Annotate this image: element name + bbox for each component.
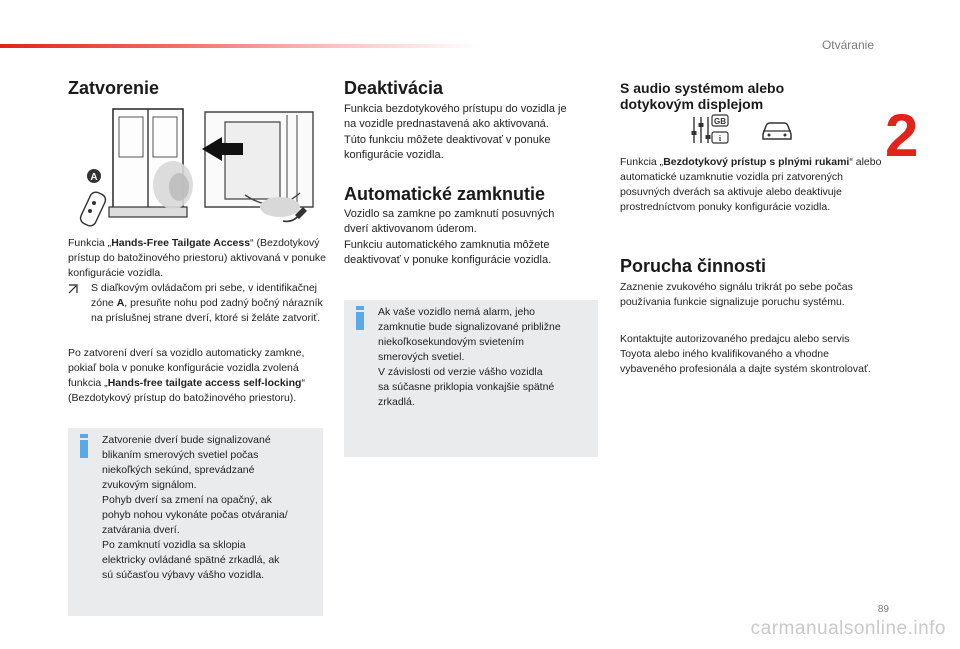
note-line: smerových svetiel. xyxy=(378,351,465,363)
note-line: pohyb nohou vykonáte počas otvárania/ xyxy=(102,509,288,521)
autolock-feature-name: Hands-free tailgate access self-locking xyxy=(107,377,302,389)
deactivation-paragraph xyxy=(344,102,604,164)
title-deaktivacia: Deaktivácia xyxy=(344,78,444,98)
feature-name: Hands-Free Tailgate Access xyxy=(111,237,251,249)
note-line: niekoľkosekundovým svietením xyxy=(378,336,525,348)
note-line: V závislosti od verzie vášho vozidla xyxy=(378,366,543,378)
info-note-alarm xyxy=(344,300,598,457)
gb-label: GB xyxy=(714,117,726,126)
paragraph-line: Túto funkciu môžete deaktivovať v ponuke xyxy=(344,133,551,146)
title-porucha-cinnosti: Porucha činnosti xyxy=(620,256,767,276)
header-accent-bar xyxy=(0,44,480,48)
note-line: niekoľkých sekúnd, sprevádzané xyxy=(102,464,255,476)
note-line: Pohyb dverí sa zmení na opačný, ak xyxy=(102,494,272,506)
chapter-number: 2 xyxy=(885,102,919,169)
paragraph-line: Vozidlo sa zamkne po zamknutí posuvných xyxy=(344,208,555,220)
paragraph-line: konfigurácie vozidla. xyxy=(344,149,444,162)
menu-config-icon xyxy=(690,113,730,147)
paragraph-line: na vozidle prednastavená ako aktivovaná. xyxy=(344,118,549,131)
note-line: zamknutie bude signalizované približne xyxy=(378,321,561,333)
audio-system-paragraph: Funkcia „Bezdotykový prístup s plnými rukami“ alebo automatické uzamknutie vozidla pri zatvorených posuvných dverách sa aktivuje alebo deaktivuje prostredníctvom ponuky konfigurácie vozidla. xyxy=(620,156,882,213)
info-note-text xyxy=(102,433,313,583)
note-line: sú súčasťou výbavy vášho vozidla. xyxy=(102,569,265,581)
title-automaticke-zamknutie: Automatické zamknutie xyxy=(344,184,546,204)
note-line: Zatvorenie dverí bude signalizované xyxy=(102,434,271,446)
info-note-text xyxy=(378,305,588,410)
info-note-closing xyxy=(68,428,323,616)
note-line: blikaním smerových svetiel počas xyxy=(102,449,259,461)
page-number: 89 xyxy=(877,604,889,615)
car-icon xyxy=(760,120,794,142)
autolock-description xyxy=(344,207,604,269)
step-text: S diaľkovým ovládačom pri sebe, v identifikačnej zóne A, presuňte nohu pod zadný bočný nárazník na príslušnej strane dverí, ktoré si želáte zatvoriť. xyxy=(91,282,323,324)
info-icon xyxy=(80,434,88,458)
paragraph-line: dverí aktivovanom úderom. xyxy=(344,223,477,236)
handsfree-feature-name: Bezdotykový prístup s plnými rukami xyxy=(663,156,850,168)
title-audio-system: S audio systémom alebo dotykovým displejom xyxy=(620,80,785,113)
note-line: sa súčasne priklopia vonkajšie spätné xyxy=(378,381,555,393)
van-doors-illustration xyxy=(75,107,320,232)
paragraph-line: deaktivovať v ponuke konfigurácie vozidla. xyxy=(344,254,552,267)
intro-paragraph: Funkcia „Hands-Free Tailgate Access“ (Bezdotykový prístup do batožinového priestoru) aktivovaná v ponuke konfigurácie vozidla. xyxy=(68,237,326,279)
note-line: zvukovým signálom. xyxy=(102,479,197,491)
zone-a-label: A xyxy=(90,172,98,183)
settings-icons xyxy=(690,113,800,147)
note-line: Ak vaše vozidlo nemá alarm, jeho xyxy=(378,306,535,318)
info-i-label: i xyxy=(718,134,722,143)
info-icon xyxy=(356,306,364,330)
paragraph-line: Funkcia bezdotykového prístupu do vozidla je xyxy=(344,103,567,115)
note-line: elektricky ovládané spätné zrkadlá, ak xyxy=(102,554,280,566)
illustration-van-rear xyxy=(75,107,320,232)
malfunction-paragraph: Zaznenie zvukového signálu trikrát po sebe počas používania funkcie signalizuje poruchu systému. xyxy=(620,281,853,308)
note-line: zrkadlá. xyxy=(378,396,415,408)
step-bullet xyxy=(68,281,324,341)
note-line: Po zamknutí vozidla sa sklopia xyxy=(102,539,246,551)
note-line: zatvárania dverí. xyxy=(102,524,180,536)
paragraph-line: Funkciu automatického zamknutia môžete xyxy=(344,238,550,251)
autolock-paragraph: Po zatvorení dverí sa vozidlo automaticky zamkne, pokiaľ bola v ponuke konfigurácie vozidla zvolená funkcia „Hands-free tailgate access self-locking“ (Bezdotykový prístup do batožinového priestoru). xyxy=(68,347,305,404)
contact-dealer-paragraph: Kontaktujte autorizovaného predajcu alebo servis Toyota alebo iného kvalifikovaného a vhodne vybaveného profesionála a dajte systém skontrolovať. xyxy=(620,333,871,375)
section-name: Otváranie xyxy=(821,38,874,52)
bullet-arrow-icon xyxy=(68,281,80,299)
title-zatvorenie: Zatvorenie xyxy=(68,78,160,98)
watermark: carmanualsonline.info xyxy=(750,618,946,639)
